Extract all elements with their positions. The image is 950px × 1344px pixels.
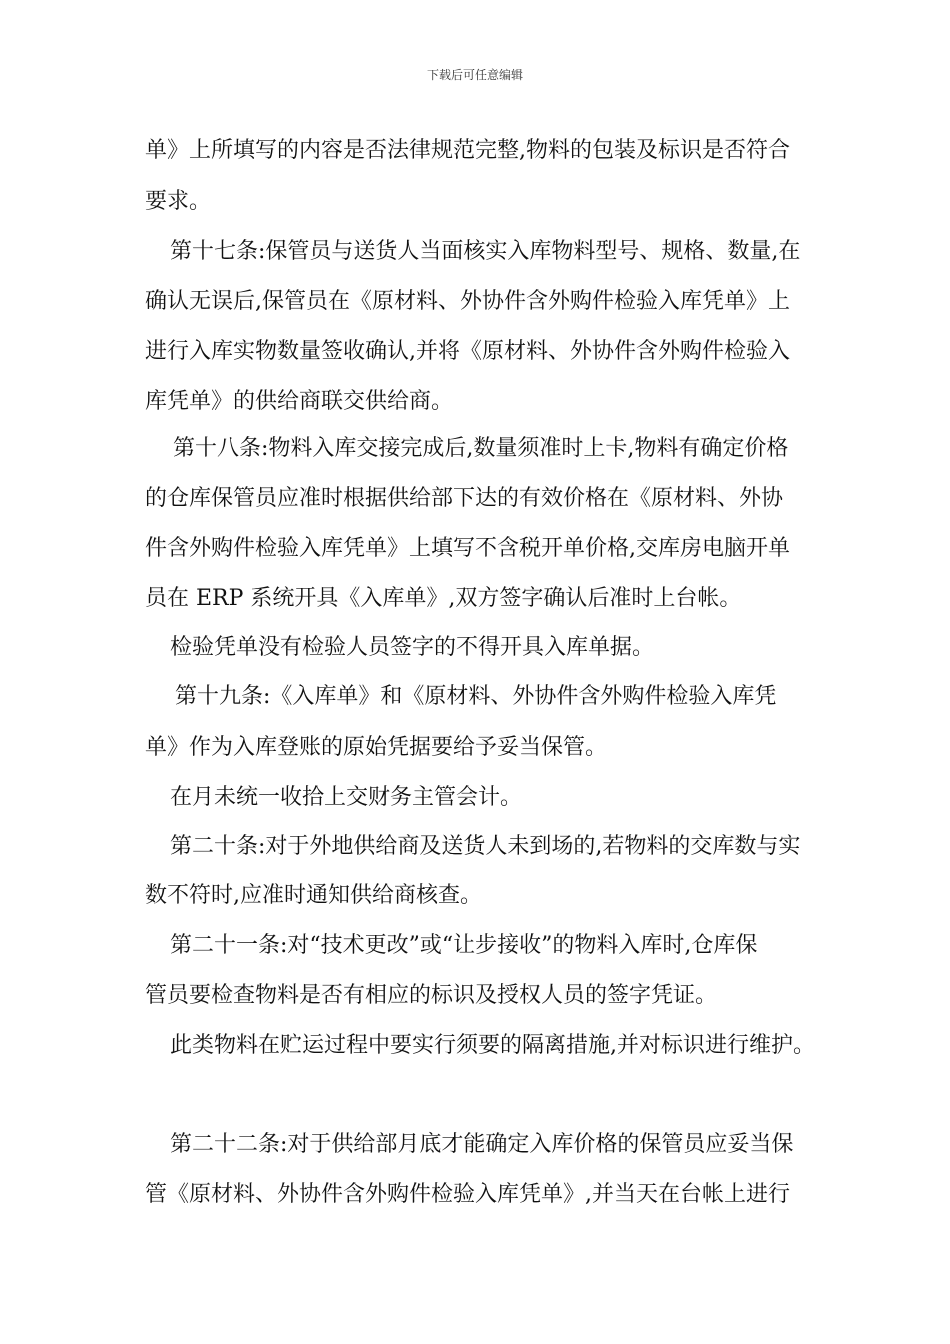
text-line: 件含外购件检验入库凭单》上填写不含税开单价格,交库房电脑开单 bbox=[145, 536, 790, 561]
text-line: 管《原材料、外协件含外购件检验入库凭单》,并当天在台帐上进行 bbox=[145, 1182, 790, 1207]
page-header: 下载后可任意编辑 bbox=[426, 68, 523, 82]
text-line: 此类物料在贮运过程中要实行须要的隔离措施,并对标识进行维护。 bbox=[170, 1033, 815, 1058]
text-line: 第二十一条:对“技术更改”或“让步接收”的物料入库时,仓库保 bbox=[170, 933, 758, 958]
text-line: 第二十条:对于外地供给商及送货人未到场的,若物料的交库数与实 bbox=[170, 834, 801, 859]
text-line: 检验凭单没有检验人员签字的不得开具入库单据。 bbox=[170, 635, 655, 660]
text-line: 在月未统一收拾上交财务主管会计。 bbox=[170, 785, 523, 810]
text-line: 第十八条:物料入库交接完成后,数量须准时上卡,物料有确定价格 bbox=[173, 436, 789, 461]
text-line: 的仓库保管员应准时根据供给部下达的有效价格在《原材料、外协 bbox=[145, 486, 784, 511]
text-line: 第十九条:《入库单》和《原材料、外协件含外购件检验入库凭 bbox=[175, 684, 777, 709]
text-line: 第十七条:保管员与送货人当面核实入库物料型号、规格、数量,在 bbox=[170, 239, 801, 264]
text-line: 单》上所填写的内容是否法律规范完整,物料的包装及标识是否符合 bbox=[145, 138, 790, 163]
text-line: 管员要检查物料是否有相应的标识及授权人员的签字凭证。 bbox=[145, 983, 718, 1008]
text-line: 进行入库实物数量签收确认,并将《原材料、外协件含外购件检验入 bbox=[145, 339, 790, 364]
text-line: 员在 ERP 系统开具《入库单》,双方签字确认后准时上台帐。 bbox=[145, 586, 742, 611]
text-line: 单》作为入库登账的原始凭据要给予妥当保管。 bbox=[145, 735, 608, 760]
text-line: 第二十二条:对于供给部月底才能确定入库价格的保管员应妥当保 bbox=[170, 1132, 794, 1157]
text-line: 要求。 bbox=[145, 189, 212, 214]
text-line: 数不符时,应准时通知供给商核查。 bbox=[145, 883, 482, 908]
text-line: 库凭单》的供给商联交供给商。 bbox=[145, 389, 454, 414]
text-line: 确认无误后,保管员在《原材料、外协件含外购件检验入库凭单》上 bbox=[145, 289, 790, 314]
